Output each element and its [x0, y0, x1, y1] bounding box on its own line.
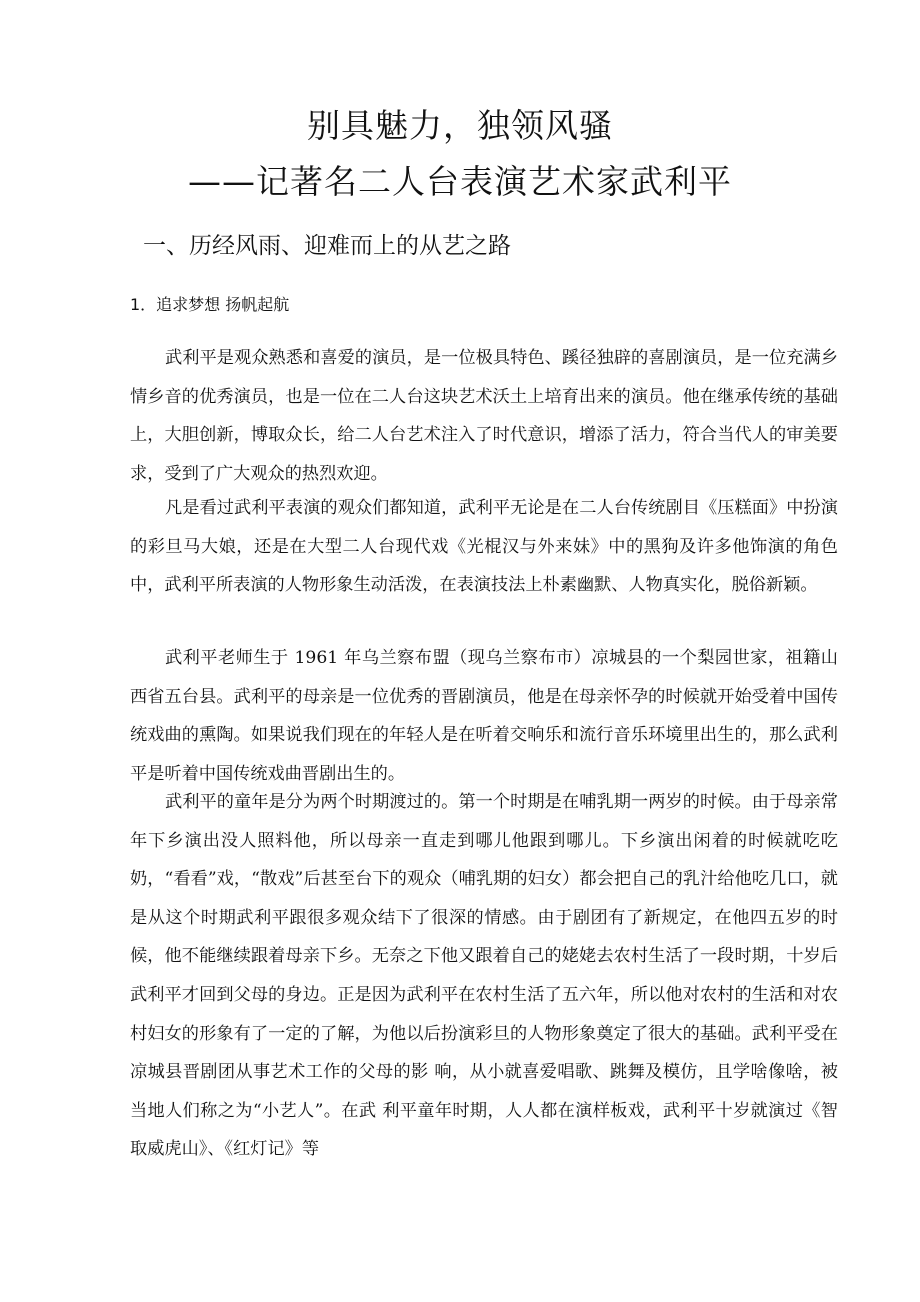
section-heading: 一、历经风雨、迎难而上的从艺之路 — [143, 233, 511, 259]
subsection-heading: 1．追求梦想 扬帆起航 — [130, 295, 290, 314]
document-title: 别具魅力，独领风骚 — [307, 106, 613, 145]
paragraph-1: 武利平是观众熟悉和喜爱的演员，是一位极具特色、蹊径独辟的喜剧演员，是一位充满乡情乡音的优秀演员，也是一位在二人台这块艺术沃土上培育出来的演员。他在继承传统的基础上，大胆创新，博取众长，给二人台艺术注入了时代意识，增添了活力，符合当代人的审美要求，受到了广大观众的热烈欢迎。 — [130, 348, 838, 484]
paragraph-3: 武利平老师生于 1961 年乌兰察布盟（现乌兰察布市）凉城县的一个梨园世家，祖籍山西省五台县。武利平的母亲是一位优秀的晋剧演员，他是在母亲怀孕的时候就开始受着中国传统戏曲的熏陶。如果说我们现在的年轻人是在听着交响乐和流行音乐环境里出生的，那么武利平是听着中国传统戏曲晋剧出生的。 — [130, 648, 838, 784]
paragraph-2: 凡是看过武利平表演的观众们都知道，武利平无论是在二人台传统剧目《压糕面》中扮演的彩旦马大娘，还是在大型二人台现代戏《光棍汉与外来妹》中的黑狗及许多他饰演的角色中，武利平所表演的人物形象生动活泼，在表演技法上朴素幽默、人物真实化，脱俗新颖。 — [130, 498, 838, 596]
paragraph-4: 武利平的童年是分为两个时期渡过的。第一个时期是在哺乳期一两岁的时候。由于母亲常年下乡演出没人照料他，所以母亲一直走到哪儿他跟到哪儿。下乡演出闲着的时候就吃吃奶，“看看”戏，“散戏”后甚至台下的观众（哺乳期的妇女）都会把自己的乳汁给他吃几口，就是从这个时期武利平跟很多观众结下了很深的情感。由于剧团有了新规定，在他四五岁的时候，他不能继续跟着母亲下乡。无奈之下他又跟着自己的姥姥去农村生活了一段时期，十岁后武利平才回到父母的身边。正是因为武利平在农村生活了五六年，所以他对农村的生活和对农村妇女的形象有了一定的了解，为他以后扮演彩旦的人物形象奠定了很大的基础。武利平受在凉城县晋剧团从事艺术工作的父母的影 响，从小就喜爱唱歌、跳舞及模仿，且学啥像啥，被当地人们称之为“小艺人”。在武 利平童年时期，人人都在演样板戏，武利平十岁就演过《智取威虎山》、《红灯记》等 — [130, 792, 838, 1160]
document-subtitle: ——记著名二人台表演艺术家武利平 — [188, 162, 732, 201]
